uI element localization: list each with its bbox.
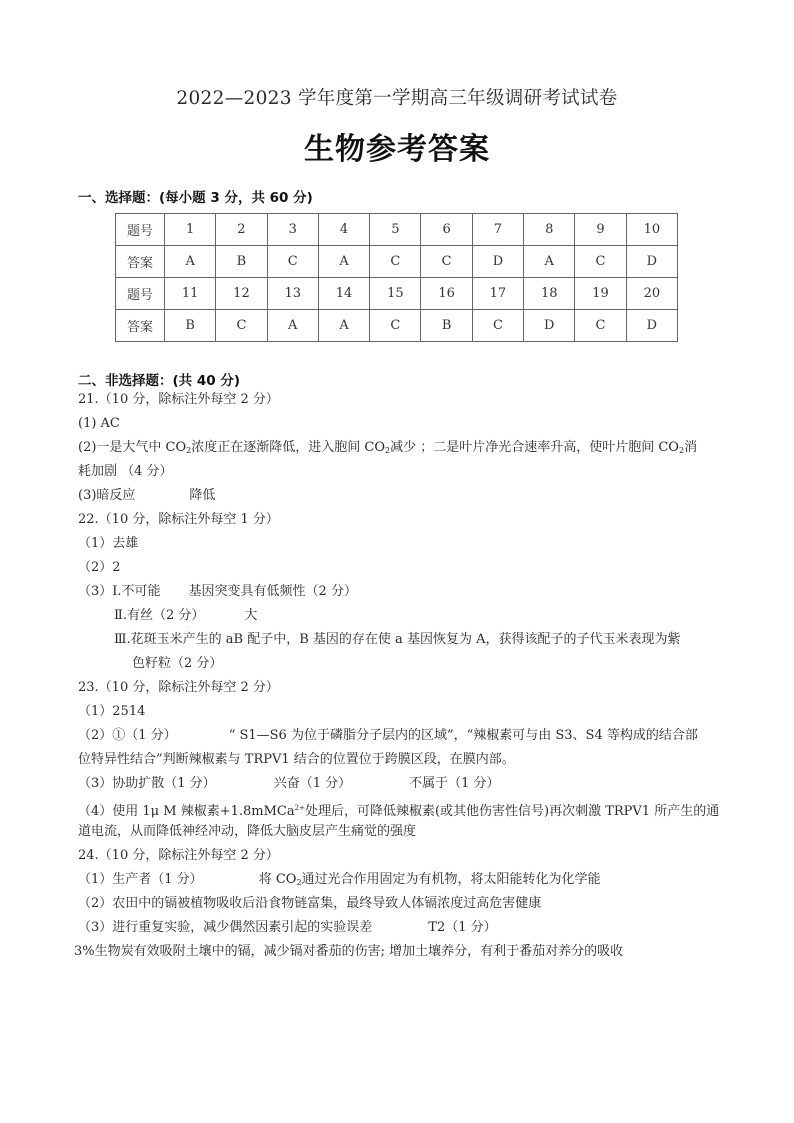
answer-cell: A: [318, 246, 369, 278]
question-number-cell: 15: [370, 278, 421, 310]
section-1-heading: 一、选择题：(每小题 3 分，共 60 分): [78, 190, 313, 206]
q23-answer-3: [78, 776, 500, 792]
question-number-cell: 17: [472, 278, 523, 310]
q21-answer-1: (1) AC: [78, 416, 120, 431]
text: Ⅱ.有丝（2 分）: [114, 608, 205, 623]
q22-answer-3-iii-cont: 色籽粒（2 分）: [132, 656, 223, 671]
q22-answer-3-ii: [114, 608, 257, 624]
answer-cell: C: [216, 310, 267, 342]
answer-cell: C: [575, 246, 626, 278]
q22-answer-1: （1）去雄: [78, 536, 139, 551]
text: （3）协助扩散（1 分）: [78, 776, 216, 791]
question-number-cell: 10: [626, 214, 677, 246]
question-number-cell: 12: [216, 278, 267, 310]
answer-cell: B: [216, 246, 267, 278]
subscript: 2: [385, 446, 391, 455]
row-header: 答案: [116, 310, 165, 342]
question-number-cell: 8: [524, 214, 575, 246]
answer-cell: C: [370, 310, 421, 342]
answer-cell: A: [165, 246, 216, 278]
answer-cell: A: [524, 246, 575, 278]
question-number-cell: 20: [626, 278, 677, 310]
text: 处理后，可降低辣椒素(或其他伤害性信号)再次刺激 TRPV1 所产生的通: [304, 804, 720, 819]
answer-row: [116, 310, 678, 342]
q23-answer-4: [78, 800, 719, 820]
text: 兴奋（1 分）: [273, 776, 352, 791]
answer-cell: A: [267, 310, 318, 342]
answer-cell: C: [472, 310, 523, 342]
answer-cell: C: [421, 246, 472, 278]
question-number-cell: 7: [472, 214, 523, 246]
text: 通过光合作用固定为有机物，将太阳能转化为化学能: [301, 872, 601, 887]
question-number-cell: 18: [524, 278, 575, 310]
q23-answer-1: （1）2514: [78, 704, 146, 719]
text: 消: [684, 440, 698, 455]
question-number-cell: 1: [165, 214, 216, 246]
question-number-cell: 2: [216, 214, 267, 246]
answer-cell: C: [575, 310, 626, 342]
answer-cell: C: [370, 246, 421, 278]
answer-cell: C: [267, 246, 318, 278]
text: “ S1—S6 为位于磷脂分子层内的区域”，“辣椒素可与由 S3、S4 等构成的结合部: [228, 728, 698, 743]
text: 降低: [189, 488, 216, 503]
question-number-cell: 14: [318, 278, 369, 310]
question-number-cell: 4: [318, 214, 369, 246]
text: （1）生产者（1 分）: [78, 872, 203, 887]
text: （2）①（1 分）: [78, 728, 177, 743]
question-number-cell: 13: [267, 278, 318, 310]
q22-header: 22.（10 分，除标注外每空 1 分）: [78, 512, 279, 527]
q23-header: 23.（10 分，除标注外每空 2 分）: [78, 680, 279, 695]
answer-cell: D: [626, 310, 677, 342]
answer-cell: D: [524, 310, 575, 342]
subscript: 2: [678, 446, 685, 455]
section-2-heading: 二、非选择题：(共 40 分): [78, 373, 241, 389]
text: T2（1 分）: [428, 920, 497, 935]
subscript: 2: [186, 446, 192, 455]
text: 浓度正在逐渐降低，进入胞间 CO: [191, 440, 385, 455]
answer-cell: A: [318, 310, 369, 342]
text: 不属于（1 分）: [409, 776, 500, 791]
answer-cell: D: [626, 246, 677, 278]
q24-answer-3: [78, 920, 497, 936]
subscript: 2: [296, 878, 302, 887]
q24-answer-4: 3%生物炭有效吸附土壤中的镉，减少镉对番茄的伤害; 增加土壤养分，有利于番茄对养分的吸收: [74, 944, 624, 959]
q21-answer-3: [78, 488, 215, 504]
text: （4）使用 1μ M 辣椒素+1.8mMCa: [78, 804, 295, 819]
text: 减少 ；二是叶片净光合速率升高，使叶片胞间 CO: [390, 440, 679, 455]
q21-answer-2-cont: 耗加剧 （4 分）: [78, 464, 173, 479]
question-number-cell: 9: [575, 214, 626, 246]
answer-cell: B: [421, 310, 472, 342]
question-number-cell: 5: [370, 214, 421, 246]
superscript: 2+: [294, 804, 305, 812]
q24-answer-1: [78, 872, 601, 891]
question-number-cell: 3: [267, 214, 318, 246]
text: 基因突变具有低频性（2 分）: [188, 584, 357, 599]
q23-answer-2-cont: 位特异性结合”判断辣椒素与 TRPV1 结合的位置位于跨膜区段，在膜内部。: [78, 752, 515, 767]
row-header: 答案: [116, 246, 165, 278]
q21-answer-2: [78, 440, 697, 459]
text: 将 CO: [258, 872, 297, 887]
q22-answer-3-i: [78, 584, 357, 600]
answer-row: [116, 246, 678, 278]
question-number-cell: 11: [165, 278, 216, 310]
q24-header: 24.（10 分，除标注外每空 2 分）: [78, 848, 279, 863]
question-number-cell: 16: [421, 278, 472, 310]
answer-cell: D: [472, 246, 523, 278]
answer-cell: B: [165, 310, 216, 342]
row-header: 题号: [116, 278, 165, 310]
q23-answer-4-cont: 道电流，从而降低神经冲动，降低大脑皮层产生痛觉的强度: [78, 824, 417, 839]
text: (3)暗反应: [78, 488, 136, 503]
text: (2)一是大气中 CO: [78, 440, 187, 455]
question-number-cell: 6: [421, 214, 472, 246]
text: （3）Ⅰ.不可能: [78, 584, 161, 599]
question-number-cell: 19: [575, 278, 626, 310]
q22-answer-3-iii: Ⅲ.花斑玉米产生的 aB 配子中，B 基因的存在使 a 基因恢复为 A，获得该配子的子代玉米表现为紫: [114, 632, 681, 647]
document-subtitle: 2022—2023 学年度第一学期高三年级调研考试试卷: [176, 88, 618, 109]
question-number-row: [116, 278, 678, 310]
question-number-row: [116, 214, 678, 246]
q23-answer-2: [78, 728, 698, 744]
q24-answer-2: （2）农田中的镉被植物吸收后沿食物链富集，最终导致人体镉浓度过高危害健康: [78, 896, 542, 911]
row-header: 题号: [116, 214, 165, 246]
text: （3）进行重复实验，减少偶然因素引起的实验误差: [78, 920, 373, 935]
text: 大: [244, 608, 258, 623]
q21-header: 21.（10 分，除标注外每空 2 分）: [78, 392, 279, 407]
answer-table: [115, 213, 678, 342]
document-title: 生物参考答案: [304, 132, 490, 167]
q22-answer-2: （2）2: [78, 560, 121, 575]
